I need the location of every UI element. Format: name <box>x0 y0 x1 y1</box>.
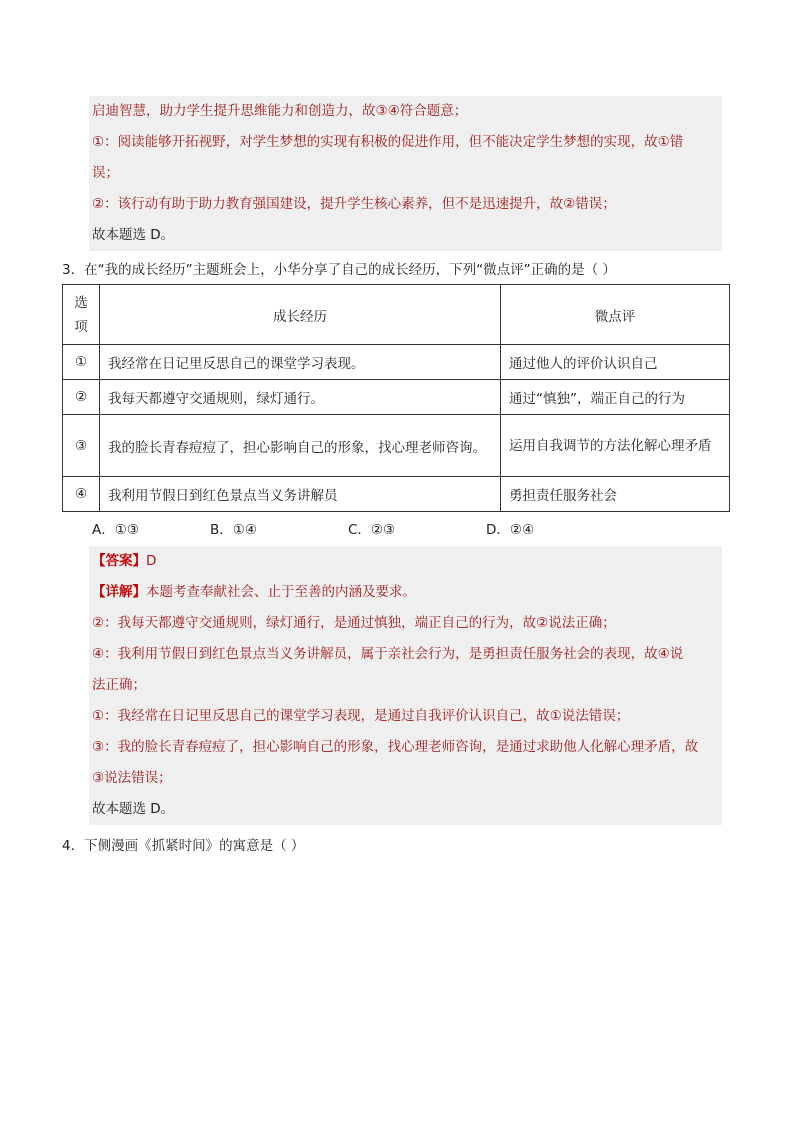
detail-label: 【详解】 <box>92 584 146 600</box>
row-comment: 运用自我调节的方法化解心理矛盾 <box>501 415 730 477</box>
header-comment: 微点评 <box>501 285 730 345</box>
answer-line: ①：阅读能够开拓视野，对学生梦想的实现有积极的促进作用，但不能决定学生梦想的实现，故①错 <box>89 127 722 158</box>
table-row <box>63 415 730 477</box>
answer-conclusion: 故本题选 D。 <box>89 794 722 825</box>
answer-block-2 <box>89 546 722 825</box>
question-3-stem: 3．在“我的成长经历”主题班会上，小华分享了自己的成长经历，下列“微点评”正确的是（ ） <box>62 262 616 278</box>
answer-line: ②：该行动有助于助力教育强国建设，提升学生核心素养，但不是迅速提升，故②错误； <box>89 189 722 220</box>
row-comment: 勇担责任服务社会 <box>501 477 730 512</box>
detail-text: 本题考查奉献社会、止于至善的内涵及要求。 <box>146 584 416 600</box>
answer-line: ④：我利用节假日到红色景点当义务讲解员，属于亲社会行为，是勇担责任服务社会的表现，故④说 <box>89 639 722 670</box>
answer-label: 【答案】 <box>92 553 146 569</box>
option-b[interactable]: B．①④ <box>210 522 257 538</box>
answer-line: 法正确； <box>89 670 722 701</box>
table-row <box>63 380 730 415</box>
row-number: ③ <box>63 415 100 477</box>
answer-conclusion: 故本题选 D。 <box>89 220 722 251</box>
row-experience: 我每天都遵守交通规则，绿灯通行。 <box>100 380 501 415</box>
question-4-stem: 4．下侧漫画《抓紧时间》的寓意是（ ） <box>62 838 305 854</box>
detail-line <box>89 577 722 608</box>
answer-block-1 <box>89 96 722 251</box>
row-number: ① <box>63 345 100 380</box>
row-comment: 通过他人的评价认识自己 <box>501 345 730 380</box>
table-row <box>63 345 730 380</box>
option-c[interactable]: C．②③ <box>348 522 396 538</box>
header-experience: 成长经历 <box>100 285 501 345</box>
answer-line: ②：我每天都遵守交通规则，绿灯通行，是通过慎独，端正自己的行为，故②说法正确； <box>89 608 722 639</box>
option-a[interactable]: A．①③ <box>92 522 139 538</box>
row-experience: 我利用节假日到红色景点当义务讲解员 <box>100 477 501 512</box>
answer-line <box>89 546 722 577</box>
answer-line: 启迪智慧，助力学生提升思维能力和创造力，故③④符合题意； <box>89 96 722 127</box>
table-header-row <box>63 285 730 345</box>
table-row <box>63 477 730 512</box>
answer-line: ③说法错误； <box>89 763 722 794</box>
answer-value: D <box>146 553 157 569</box>
row-experience: 我经常在日记里反思自己的课堂学习表现。 <box>100 345 501 380</box>
answer-line: ③：我的脸长青春痘痘了，担心影响自己的形象，找心理老师咨询，是通过求助他人化解心理矛盾，故 <box>89 732 722 763</box>
question-3-table <box>62 284 730 512</box>
row-number: ④ <box>63 477 100 512</box>
answer-line: 误； <box>89 158 722 189</box>
row-number: ② <box>63 380 100 415</box>
row-comment: 通过“慎独”，端正自己的行为 <box>501 380 730 415</box>
option-d[interactable]: D．②④ <box>486 522 535 538</box>
answer-line: ①：我经常在日记里反思自己的课堂学习表现，是通过自我评价认识自己，故①说法错误； <box>89 701 722 732</box>
row-experience: 我的脸长青春痘痘了，担心影响自己的形象，找心理老师咨询。 <box>100 415 501 477</box>
header-option: 选 项 <box>63 285 100 345</box>
